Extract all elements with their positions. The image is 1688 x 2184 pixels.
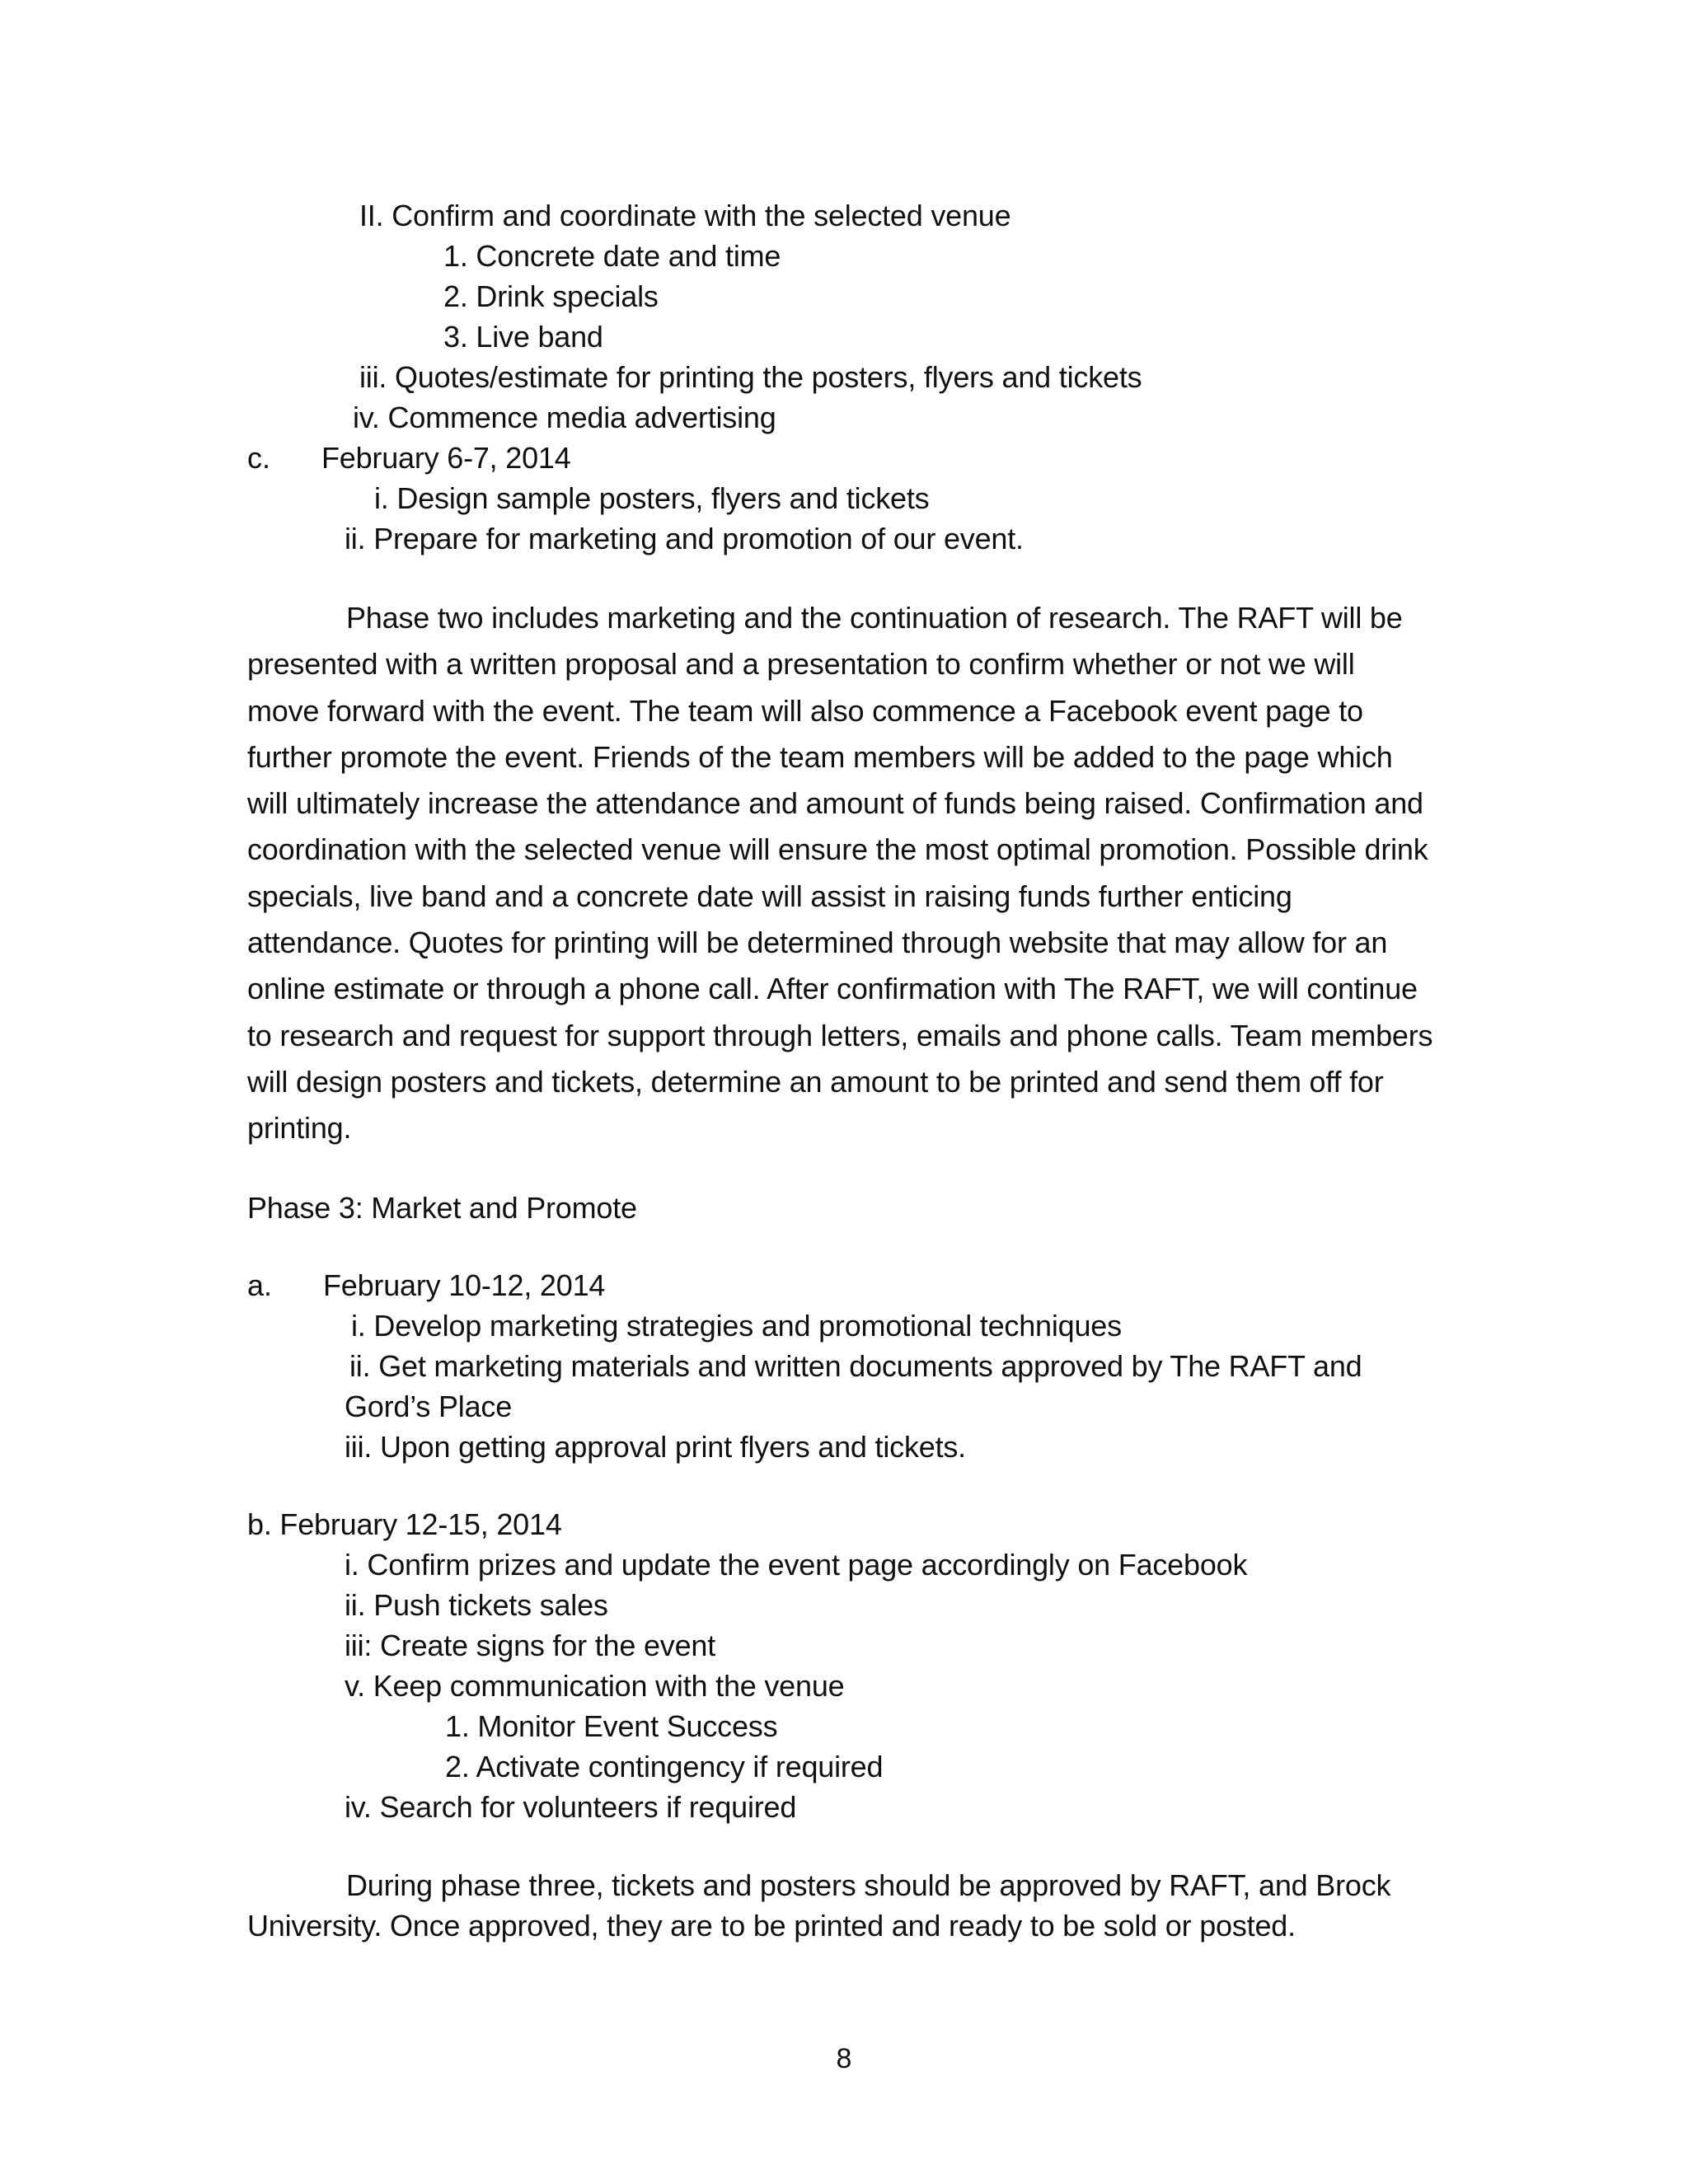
outline-item-a-ii: ii. Get marketing materials and written documents approved by The RAFT and (349, 1349, 1362, 1383)
outline-item-II-2: 2. Drink specials (443, 279, 659, 313)
outline-item-a-iii: iii. Upon getting approval print flyers and tickets. (345, 1430, 966, 1464)
outline-item-a-i: i. Develop marketing strategies and promotional techniques (351, 1309, 1122, 1343)
outline-marker-a: a. (247, 1268, 273, 1302)
outline-item-iv: iv. Commence media advertising (353, 401, 776, 434)
outline-item-iii: iii. Quotes/estimate for printing the posters, flyers and tickets (359, 360, 1142, 394)
outline-date-a: February 10-12, 2014 (323, 1268, 606, 1302)
outline-date-b: b. February 12-15, 2014 (247, 1507, 562, 1541)
outline-item-b-iii: iii: Create signs for the event (345, 1629, 716, 1662)
phase3-paragraph: During phase three, tickets and posters should be approved by RAFT, and Brock University. Once approved, they are to be printed and ready to be sold or posted. (247, 1868, 1391, 1943)
outline-item-II: II. Confirm and coordinate with the selected venue (359, 199, 1011, 232)
phase3-heading: Phase 3: Market and Promote (247, 1191, 637, 1225)
outline-date-c: February 6-7, 2014 (321, 441, 571, 475)
outline-item-b-v-2: 2. Activate contingency if required (445, 1750, 884, 1783)
outline-item-c-i: i. Design sample posters, flyers and tickets (374, 481, 930, 515)
outline-item-b-i: i. Confirm prizes and update the event page accordingly on Facebook (345, 1548, 1248, 1582)
outline-item-II-1: 1. Concrete date and time (443, 239, 781, 273)
outline-item-b-v-1: 1. Monitor Event Success (445, 1709, 778, 1743)
outline-marker-c: c. (247, 441, 271, 475)
outline-item-II-3: 3. Live band (443, 320, 603, 354)
outline-item-b-v: v. Keep communication with the venue (345, 1669, 845, 1703)
outline-item-a-ii-cont: Gord’s Place (345, 1390, 513, 1423)
outline-item-b-ii: ii. Push tickets sales (345, 1588, 608, 1622)
page-number: 8 (836, 2043, 852, 2074)
phase2-paragraph: Phase two includes marketing and the continuation of research. The RAFT will be presented with a written proposal and a presentation to confirm whether or not we will move forward with the event. The team will also commence a Facebook event page to further promote the event. Friends of the team members will be added to the page which will ultimately increase the attendance and amount of funds being raised. Confirmation and coordination with the selected venue will ensure the most optimal promotion. Possible drink specials, live band and a concrete date will assist in raising funds further enticing attendance. Quotes for printing will be determined through website that may allow for an online estimate or through a phone call. After confirmation with The RAFT, we will continue to research and request for support through letters, emails and phone calls. Team members will design posters and tickets, determine an amount to be printed and send them off for printing. (247, 601, 1433, 1146)
outline-item-c-ii: ii. Prepare for marketing and promotion of our event. (345, 522, 1024, 555)
outline-item-b-iv: iv. Search for volunteers if required (345, 1790, 797, 1824)
